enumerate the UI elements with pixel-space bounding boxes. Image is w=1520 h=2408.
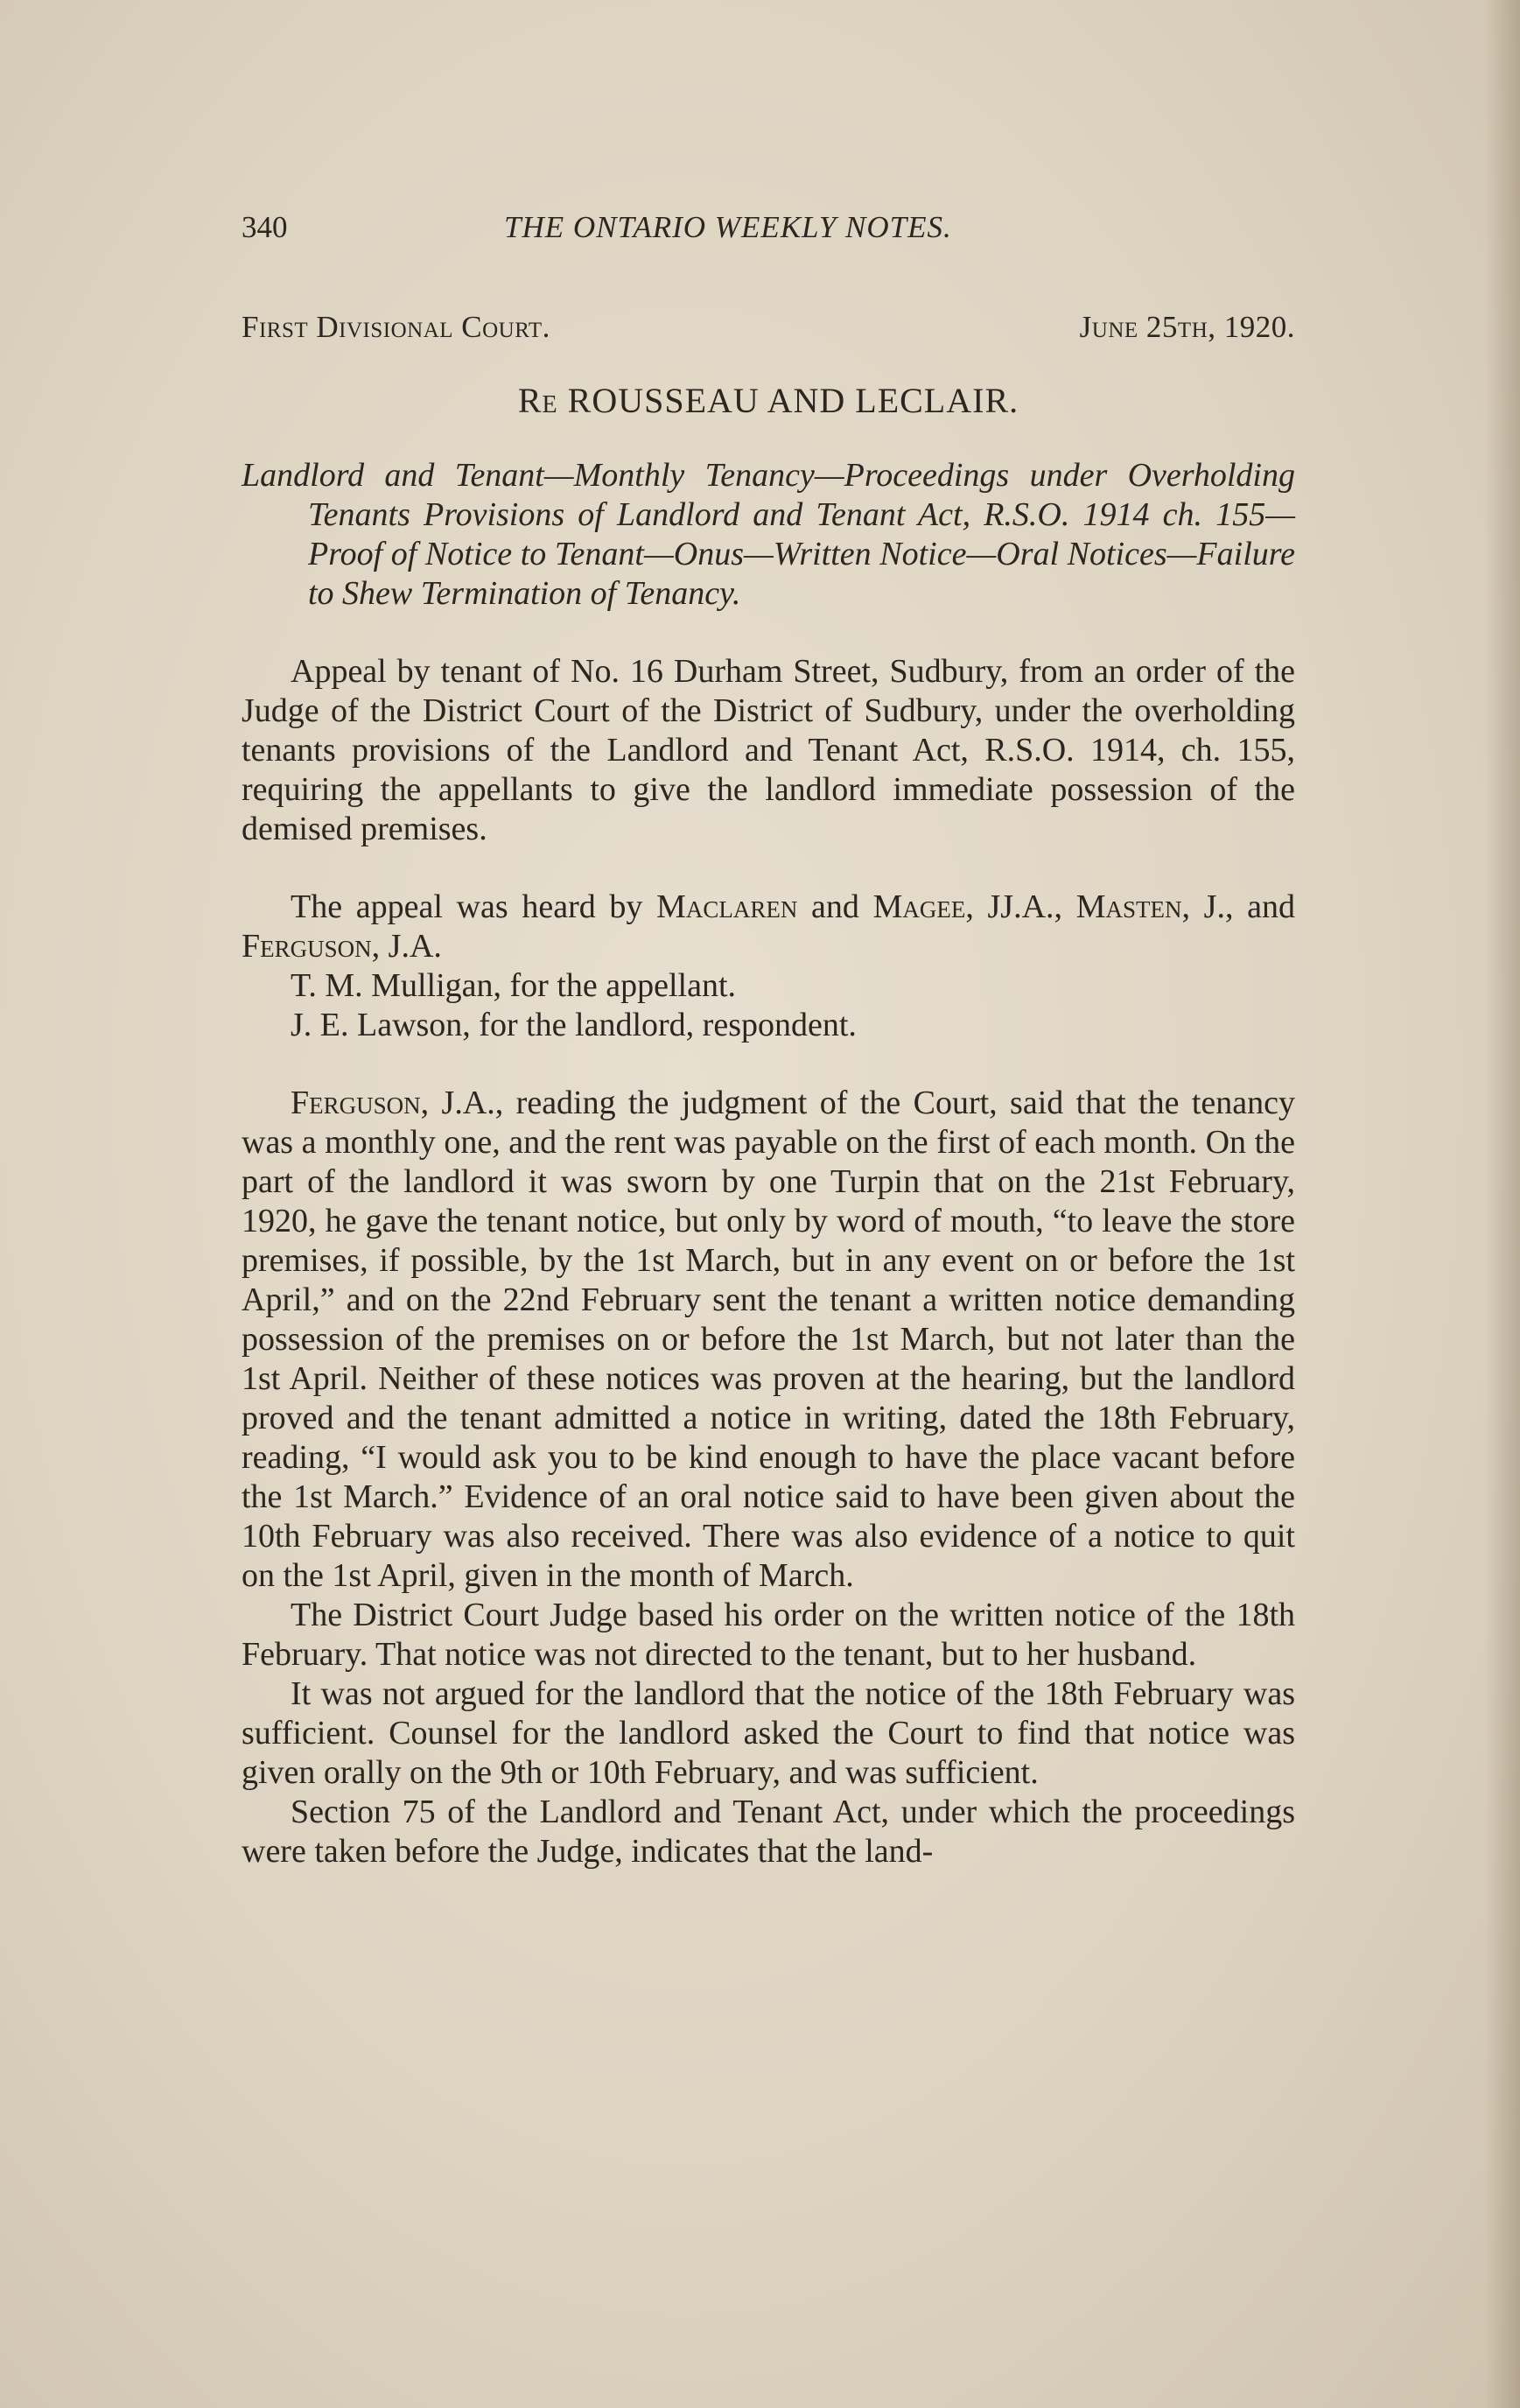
- case-title-prefix: Re: [517, 381, 558, 420]
- judgment-text: , J.A., reading the judgment of the Court, said that the tenancy was a monthly one, and the rent was payable on the first of each month. On the part of the landlord it was sworn by one Turpin that on the 21st February, 1920, he gave the tenant notice, but only by word of mouth, “to leave the store premises, if possible, by the 1st March, but in any event on or before the 1st April,” and on the 22nd February sent the tenant a written notice demanding possession of the premises on or before the 1st March, but not later than the 1st April. Neither of these notices was proven at the hearing, but the landlord proved and the tenant admitted a notice in writing, dated the 18th February, reading, “I would ask you to be kind enough to have the place vacant before the 1st March.” Evidence of an oral notice said to have been given about the 10th February was also received. There was also evidence of a notice to quit on the 1st April, given in the month of March.: [242, 1085, 1295, 1594]
- judgment-paragraph: [242, 1084, 1295, 1596]
- judge-name: Masten: [1075, 888, 1182, 925]
- hearing-paragraph: [242, 888, 1295, 966]
- hearing-prefix: The appeal was heard by: [291, 888, 657, 925]
- counsel-appellant: T. M. Mulligan, for the appellant.: [291, 967, 737, 1004]
- running-head: [242, 210, 1295, 271]
- text-block: [242, 210, 1295, 1871]
- counsel-respondent: J. E. Lawson, for the landlord, respondent.: [291, 1007, 857, 1043]
- judge-name: Magee: [872, 888, 966, 925]
- case-parties: ROUSSEAU AND LECLAIR.: [567, 381, 1019, 420]
- judgment-paragraph: Section 75 of the Landlord and Tenant Act, under which the proceedings were taken before the Judge, indicates that the land-: [242, 1794, 1295, 1870]
- hearing-title: , J.A.: [371, 928, 442, 965]
- case-title: [242, 380, 1295, 421]
- judgment-judge: Ferguson: [291, 1085, 421, 1121]
- judge-name: Ferguson: [242, 928, 372, 965]
- hearing-joiner: and: [797, 888, 873, 925]
- headnote: Landlord and Tenant—Monthly Tenancy—Proceedings under Overholding Tenants Provisions of Landlord and Tenant Act, R.S.O. 1914 ch. 155—Proof of Notice to Tenant—Onus—Written Notice—Oral Notices—Failure to Shew Termination of Tenancy.: [242, 457, 1295, 612]
- journal-title: THE ONTARIO WEEKLY NOTES.: [504, 210, 952, 244]
- judgment-paragraph: It was not argued for the landlord that the notice of the 18th February was sufficient. Counsel for the landlord asked the Court to find that notice was given orally on the 9th or 10th February, and was sufficient.: [242, 1675, 1295, 1791]
- judgment-paragraph: The District Court Judge based his order on the written notice of the 18th February. That notice was not directed to the tenant, but to her husband.: [242, 1597, 1295, 1673]
- hearing-title: , JJ.A.,: [965, 888, 1076, 925]
- judge-name: Maclaren: [656, 888, 798, 925]
- page-number: 340: [242, 210, 288, 244]
- court-line: [242, 310, 1295, 345]
- hearing-title: , J., and: [1181, 888, 1295, 925]
- court-name: First Divisional Court.: [242, 310, 550, 344]
- decision-date: June 25th, 1920.: [1079, 310, 1295, 344]
- appeal-paragraph: Appeal by tenant of No. 16 Durham Street, Sudbury, from an order of the Judge of the District Court of the District of Sudbury, under the overholding tenants provisions of the Landlord and Tenant Act, R.S.O. 1914, ch. 155, requiring the appellants to give the landlord immediate possession of the demised premises.: [242, 653, 1295, 847]
